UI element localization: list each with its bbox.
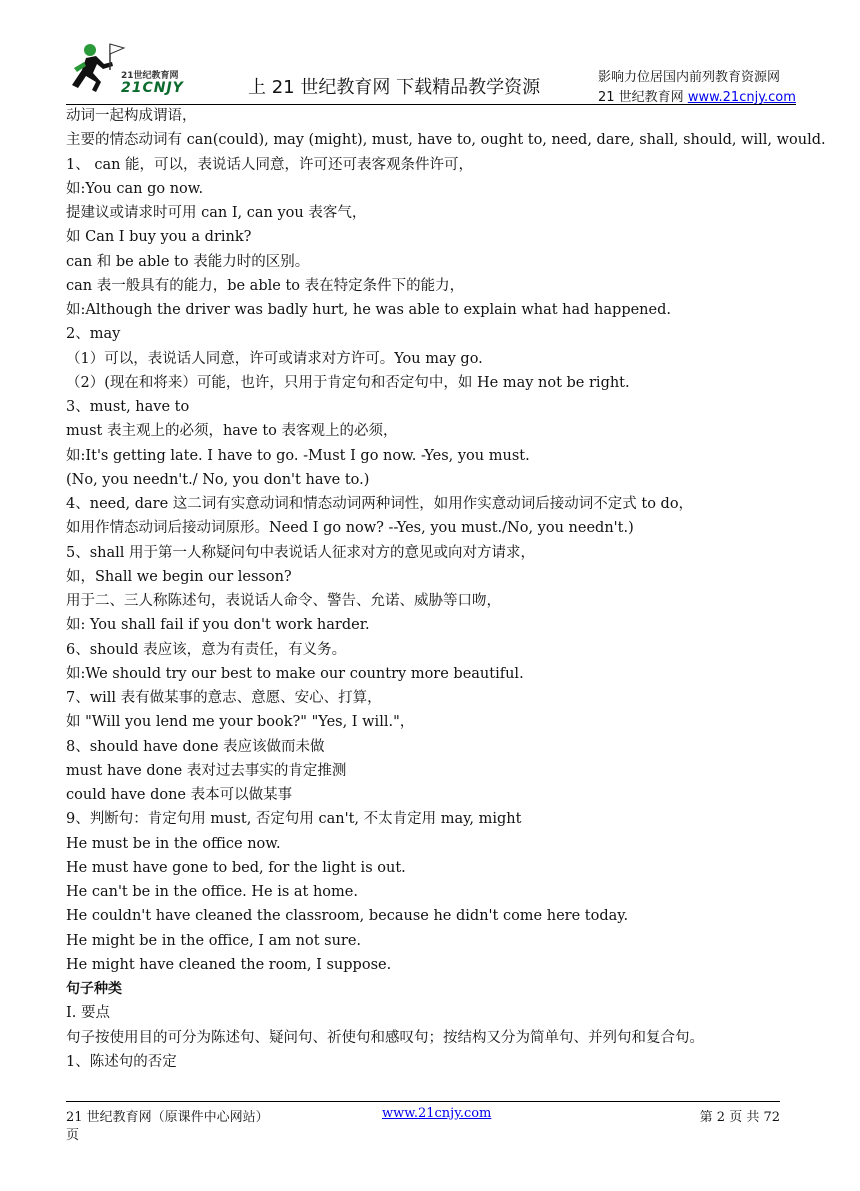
text-line: 句子按使用目的可分为陈述句、疑问句、祈使句和感叹句；按结构又分为简单句、并列句和复合句。 [66,1029,704,1046]
text-line: must have done 表对过去事实的肯定推测 [66,762,347,779]
text-line: 如:You can go now. [66,180,204,197]
text-line: can 和 be able to 表能力时的区别。 [66,253,310,270]
text-line: can 表一般具有的能力，be able to 表在特定条件下的能力， [66,277,465,294]
text-line: 3、must, have to [66,399,190,415]
text-line: 4、need, dare 这二词有实意动词和情态动词两种词性，如用作实意动词后接动词不定式 to do， [66,496,694,512]
text-line: 如: You shall fail if you don't work harder. [66,617,370,634]
text-line: (No, you needn't./ No, you don't have to.) [66,471,370,488]
text-line: He couldn't have cleaned the classroom, because he didn't come here today. [66,908,629,925]
site-logo[interactable] [66,40,206,100]
text-line: 用于二、三人称陈述句，表说话人命令、警告、允诺、威胁等口吻， [66,593,501,609]
page-footer [66,1101,780,1142]
header-slogan: 影响力位居国内前列教育资源网 [598,70,781,85]
text-line: He must have gone to bed, for the light is out. [66,859,406,876]
text-line: He can't be in the office. He is at home. [66,884,358,900]
text-line: 1、 can 能，可以，表说话人同意，许可还可表客观条件许可， [66,156,474,173]
text-line: 主要的情态动词有 can(could), may (might), must, have to, ought to, need, dare, shall, should, will, would. [66,132,826,149]
text-line: 如用作情态动词后接动词原形。Need I go now? --Yes, you must./No, you needn't.) [66,520,634,537]
text-line: 6、should 表应该，意为有责任，有义务。 [66,641,347,658]
text-line: 如 Can I buy you a drink? [66,229,252,246]
header-title: 上 21 世纪教育网 下载精品教学资源 [248,77,541,98]
footer-page-suffix: 页 [66,1128,80,1143]
text-line: He might be in the office, I am not sure. [66,932,362,949]
text-line: 如:Although the driver was badly hurt, he was able to explain what had happened. [66,302,671,318]
text-line: 2、may [66,326,121,343]
text-line: 8、should have done 表应该做而未做 [66,738,325,755]
footer-page-number: 第 2 页 共 72 [699,1110,780,1125]
header-site-label: 21 世纪教育网 [598,90,688,105]
text-line: 7、will 表有做某事的意志、意愿、安心、打算， [66,690,382,706]
text-line: He might have cleaned the room, I suppose. [66,956,392,973]
logo-site-text: 21世纪教育网 [121,71,179,81]
logo-brand-text: 21CNJY [121,80,184,96]
text-line: 5、shall 用于第一人称疑问句中表说话人征求对方的意见或向对方请求， [66,544,536,561]
text-line: （1）可以，表说话人同意，许可或请求对方许可。You may go. [66,350,483,367]
footer-site-name: 21 世纪教育网（原课件中心网站） [66,1110,269,1125]
text-line: （2）(现在和将来）可能，也许，只用于肯定句和否定句中，如 He may not be right. [66,374,630,391]
text-line: could have done 表本可以做某事 [66,787,293,803]
text-line: I. 要点 [66,1005,110,1022]
document-body [66,104,826,1074]
text-line: 如:We should try our best to make our country more beautiful. [66,665,524,682]
footer-site-link[interactable]: www.21cnjy.com [382,1106,492,1121]
page-header [66,40,796,105]
text-line: 如，Shall we begin our lesson? [66,568,292,585]
text-line: He must be in the office now. [66,835,281,852]
text-line: 1、陈述句的否定 [66,1053,177,1070]
text-line: 提建议或请求时可用 can I, can you 表客气， [66,205,367,221]
text-line: 动词一起构成谓语， [66,108,197,124]
section-heading: 句子种类 [66,981,122,997]
text-line: must 表主观上的必须，have to 表客观上的必须， [66,423,398,440]
text-line: 9、判断句：肯定句用 must, 否定句用 can't, 不太肯定用 may, might [66,811,522,828]
runner-icon [66,40,126,98]
header-site-link[interactable]: www.21cnjy.com [687,90,796,105]
header-right-info [598,68,796,108]
text-line: 如 "Will you lend me your book?" "Yes, I will."， [66,714,415,731]
text-line: 如:It's getting late. I have to go. -Must I go now. -Yes, you must. [66,447,530,464]
